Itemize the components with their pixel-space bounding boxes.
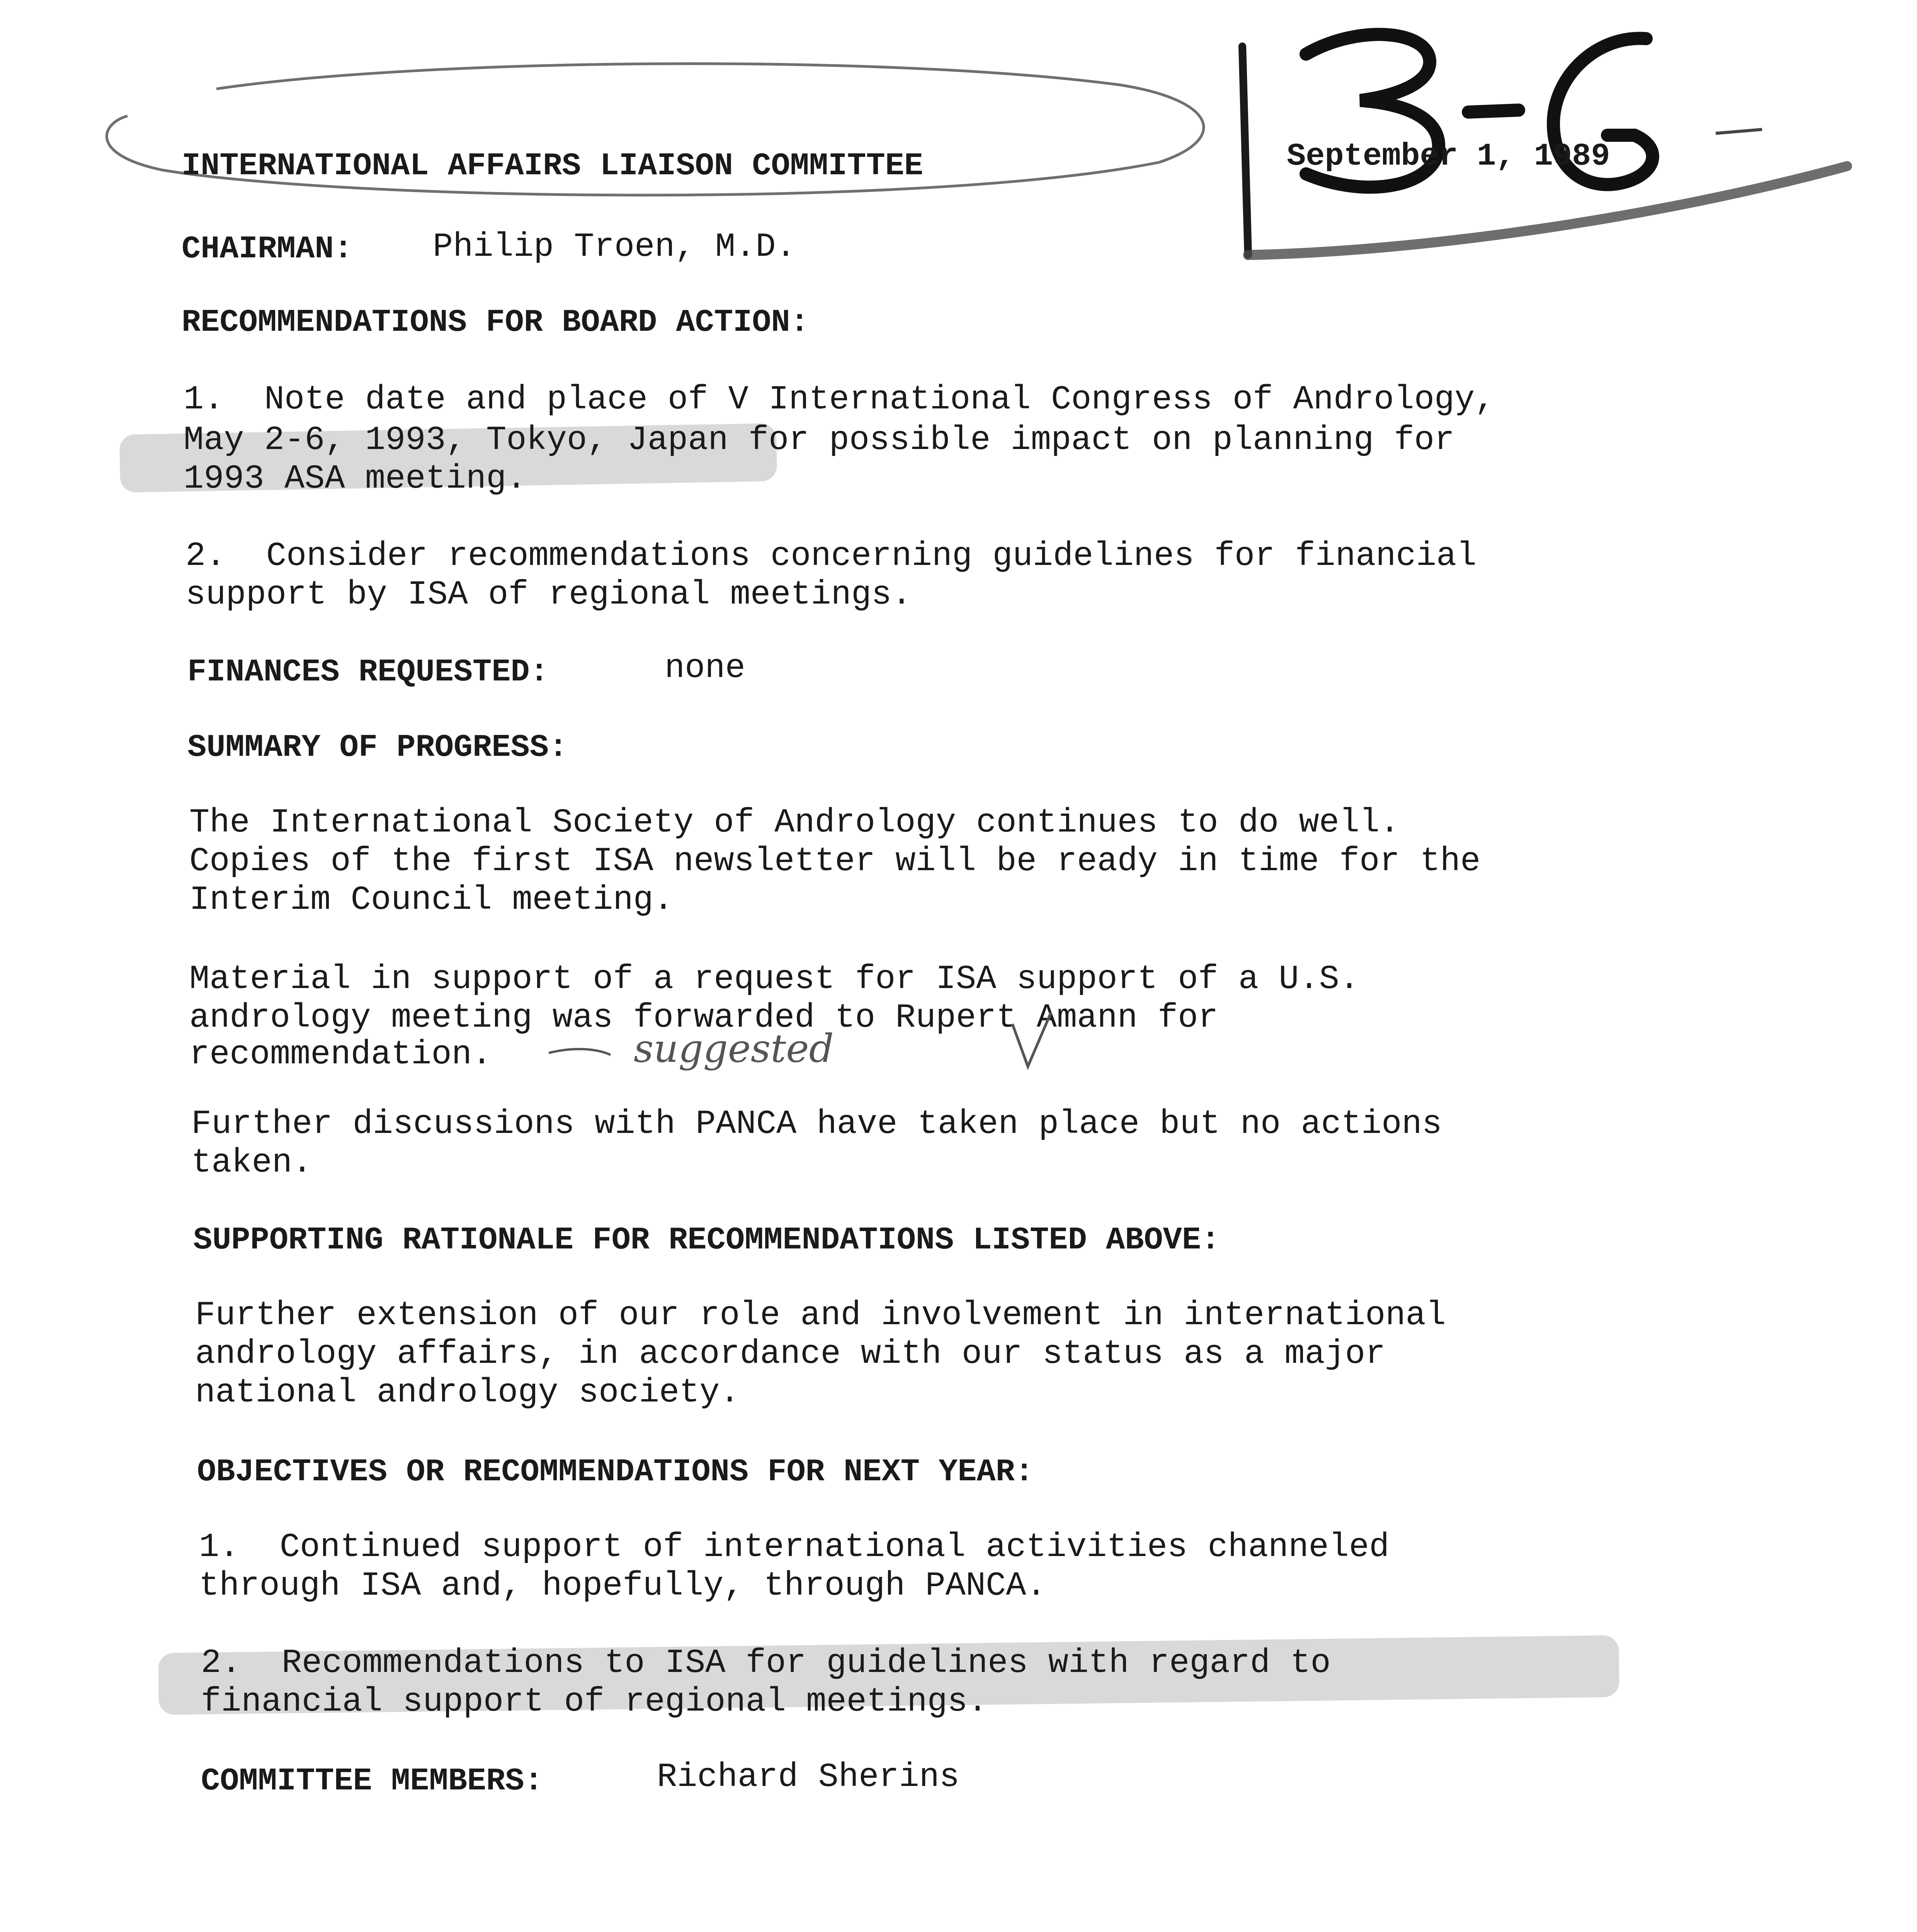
objectives-heading: OBJECTIVES OR RECOMMENDATIONS FOR NEXT YEAR: [197, 1454, 1034, 1490]
members-label: COMMITTEE MEMBERS: [201, 1763, 543, 1799]
progress-para1-line1: The International Society of Andrology continues to do well. [189, 804, 1400, 842]
rec-item2-line2: support by ISA of regional meetings. [185, 576, 912, 614]
objective1-line2: through ISA and, hopefully, through PANCA. [199, 1567, 1046, 1605]
committee-title: INTERNATIONAL AFFAIRS LIAISON COMMITTEE [182, 148, 924, 184]
rec-item2-line1: 2. Consider recommendations concerning guidelines for financial [185, 537, 1477, 575]
objective2-line1: 2. Recommendations to ISA for guidelines with regard to [201, 1645, 1331, 1682]
progress-para3-line1: Further discussions with PANCA have taken place but no actions [191, 1105, 1442, 1143]
progress-para3-line2: taken. [191, 1144, 313, 1182]
progress-para2-line1: Material in support of a request for ISA support of a U.S. [189, 961, 1360, 998]
progress-para2-line3: recommendation. [189, 1036, 492, 1074]
report-date: September 1, 1989 [1287, 138, 1610, 174]
rationale-heading: SUPPORTING RATIONALE FOR RECOMMENDATIONS LISTED ABOVE: [193, 1222, 1220, 1258]
chairman-label: CHAIRMAN: [182, 231, 353, 267]
rec-item1-line3: 1993 ASA meeting. [184, 460, 527, 498]
rationale-line2: andrology affairs, in accordance with our status as a major [195, 1335, 1386, 1373]
members-names: Richard Sherins [657, 1759, 960, 1796]
objective1-line1: 1. Continued support of international activities channeled [199, 1529, 1390, 1566]
finances-value: none [665, 650, 745, 687]
rationale-line1: Further extension of our role and involvement in international [195, 1297, 1446, 1335]
handwritten-note: suggested [634, 1026, 834, 1071]
objective2-line2: financial support of regional meetings. [201, 1683, 988, 1721]
progress-para2-line2: andrology meeting was forwarded to Rupert Amann for [189, 999, 1218, 1037]
chairman-name: Philip Troen, M.D. [433, 228, 796, 266]
progress-para1-line2: Copies of the first ISA newsletter will be ready in time for the [189, 843, 1481, 881]
rec-item1-line2: May 2-6, 1993, Tokyo, Japan for possible impact on planning for [184, 422, 1455, 459]
rationale-line3: national andrology society. [195, 1374, 740, 1412]
recommendations-heading: RECOMMENDATIONS FOR BOARD ACTION: [182, 304, 809, 340]
rec-item1-line1: 1. Note date and place of V International Congress of Andrology, [184, 381, 1495, 419]
progress-heading: SUMMARY OF PROGRESS: [187, 730, 568, 765]
progress-para1-line3: Interim Council meeting. [189, 881, 674, 919]
finances-label: FINANCES REQUESTED: [187, 654, 549, 690]
